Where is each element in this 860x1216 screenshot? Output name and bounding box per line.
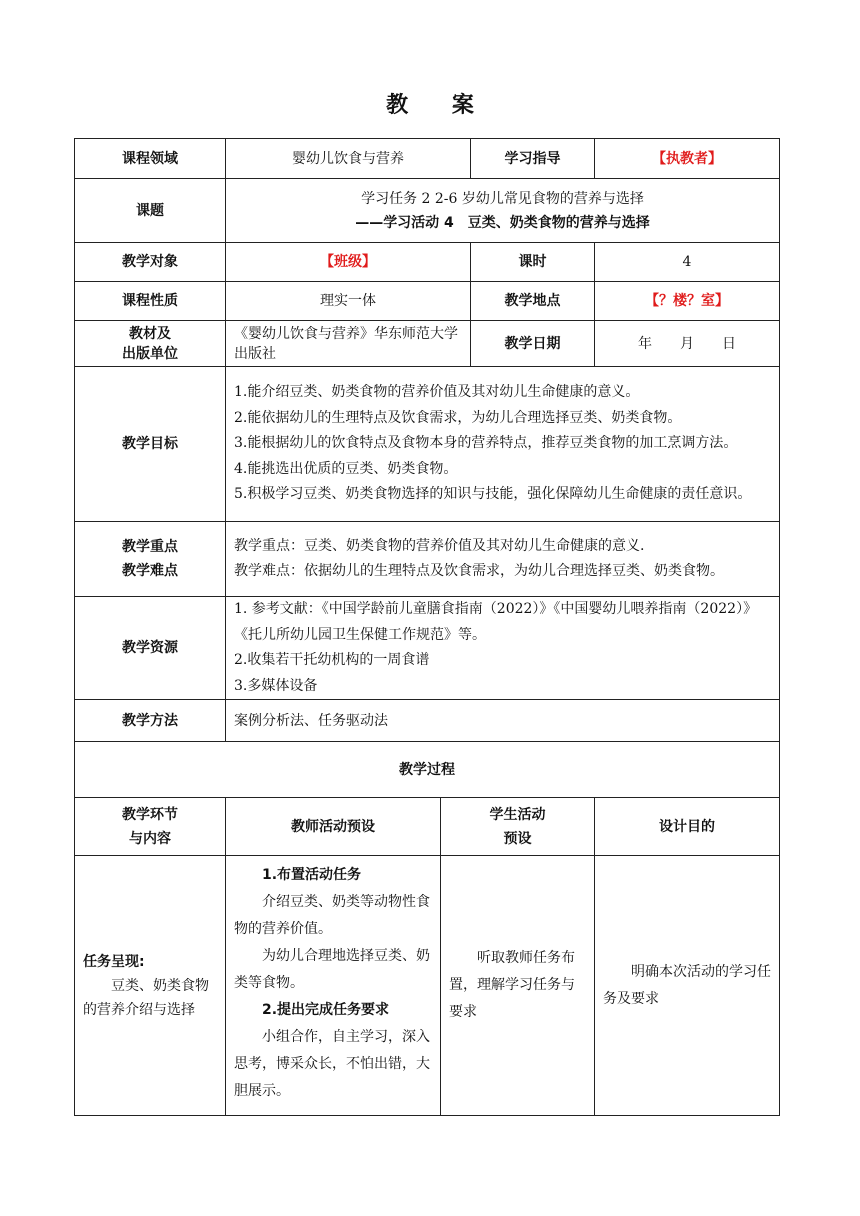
- row-process-task: [75, 856, 780, 1116]
- hours-value: 4: [595, 243, 780, 282]
- topic-line-1: 学习任务 2 2-6 岁幼儿常见食物的营养与选择: [361, 190, 644, 207]
- page-title: 教 案: [386, 93, 492, 118]
- teacher-para-2: 为幼儿合理地选择豆类、奶类等食物。: [234, 948, 430, 991]
- col-student-header: [441, 798, 595, 856]
- row-nature: [75, 282, 780, 321]
- row-resources: [75, 597, 780, 700]
- row-key-points: [75, 522, 780, 597]
- guidance-value: 【执教者】: [595, 139, 780, 179]
- col-student-line-2: 预设: [503, 830, 532, 847]
- target-label: 教学对象: [75, 243, 226, 282]
- topic-line-2: ——学习活动 4 豆类、奶类食物的营养与选择: [355, 214, 650, 231]
- teacher-para-1: 介绍豆类、奶类等动物性食物的营养价值。: [234, 894, 430, 937]
- row-process-heading: [75, 742, 780, 798]
- row-textbook: [75, 321, 780, 367]
- nature-value: 理实一体: [226, 282, 471, 321]
- key-point-item: 教学重点：豆类、奶类食物的营养价值及其对幼儿生命健康的意义.: [234, 537, 645, 554]
- purpose-cell: [595, 856, 780, 1116]
- hours-label: 课时: [471, 243, 595, 282]
- stage-desc: 豆类、奶类食物的营养介绍与选择: [83, 977, 209, 1018]
- col-stage-header: [75, 798, 226, 856]
- course-area-value: 婴幼儿饮食与营养: [226, 139, 471, 179]
- row-process-columns: [75, 798, 780, 856]
- textbook-label-line-1: 教材及: [129, 325, 171, 342]
- resources-label: 教学资源: [75, 597, 226, 700]
- textbook-label-line-2: 出版单位: [122, 345, 178, 362]
- col-stage-line-1: 教学环节: [122, 806, 178, 823]
- topic-value: [226, 179, 780, 243]
- key-points-label-line-2: 教学难点: [122, 563, 178, 579]
- lesson-plan-table: [74, 138, 780, 1116]
- location-value: 【？楼？室】: [595, 282, 780, 321]
- teacher-heading-1: 1.布置活动任务: [262, 867, 362, 883]
- objectives-list: [226, 367, 780, 522]
- col-stage-line-2: 与内容: [129, 830, 171, 847]
- row-course-area: [75, 139, 780, 179]
- methods-label: 教学方法: [75, 700, 226, 742]
- stage-title: 任务呈现:: [83, 953, 145, 970]
- textbook-value: 《婴幼儿饮食与营养》华东师范大学出版社: [226, 321, 471, 367]
- col-student-line-1: 学生活动: [489, 806, 546, 823]
- stage-cell: [75, 856, 226, 1116]
- resource-item: 3.多媒体设备: [234, 677, 318, 694]
- row-objectives: [75, 367, 780, 522]
- col-purpose-header: 设计目的: [595, 798, 780, 856]
- objective-item: 4.能挑选出优质的豆类、奶类食物。: [234, 460, 458, 477]
- objective-item: 2.能依据幼儿的生理特点及饮食需求，为幼儿合理选择豆类、奶类食物。: [234, 409, 682, 426]
- student-activity-cell: [441, 856, 595, 1116]
- location-label: 教学地点: [471, 282, 595, 321]
- row-target: [75, 243, 780, 282]
- key-points-list: [226, 522, 780, 597]
- course-area-label: 课程领域: [75, 139, 226, 179]
- date-label: 教学日期: [471, 321, 595, 367]
- teacher-activity-cell: [226, 856, 441, 1116]
- key-points-label: [75, 522, 226, 597]
- nature-label: 课程性质: [75, 282, 226, 321]
- textbook-label: [75, 321, 226, 367]
- key-point-item: 教学难点：依据幼儿的生理特点及饮食需求，为幼儿合理选择豆类、奶类食物。: [234, 563, 724, 579]
- col-teacher-header: 教师活动预设: [226, 798, 441, 856]
- objective-item: 5.积极学习豆类、奶类食物选择的知识与技能，强化保障幼儿生命健康的责任意识。: [234, 486, 752, 503]
- row-methods: [75, 700, 780, 742]
- methods-value: 案例分析法、任务驱动法: [226, 700, 780, 742]
- target-value: 【班级】: [226, 243, 471, 282]
- date-value: 年 月 日: [595, 321, 780, 367]
- row-topic: [75, 179, 780, 243]
- objective-item: 3.能根据幼儿的饮食特点及食物本身的营养特点，推荐豆类食物的加工烹调方法。: [234, 435, 738, 452]
- objective-item: 1.能介绍豆类、奶类食物的营养价值及其对幼儿生命健康的意义。: [234, 384, 640, 401]
- student-activity-text: 听取教师任务布置，理解学习任务与要求: [449, 950, 575, 1020]
- teacher-heading-2: 2.提出完成任务要求: [262, 1002, 390, 1018]
- guidance-label: 学习指导: [471, 139, 595, 179]
- key-points-label-line-1: 教学重点: [122, 539, 178, 555]
- resource-item: 1. 参考文献：《中国学龄前儿童膳食指南（2022）》《中国婴幼儿喂养指南（2022）》《托儿所幼儿园卫生保健工作规范》等。: [234, 601, 758, 643]
- resource-item: 2.收集若干托幼机构的一周食谱: [234, 652, 430, 668]
- objectives-label: 教学目标: [75, 367, 226, 522]
- teacher-para-3: 小组合作，自主学习，深入思考，博采众长，不怕出错，大胆展示。: [234, 1029, 430, 1099]
- purpose-text: 明确本次活动的学习任务及要求: [603, 963, 771, 1007]
- process-heading: 教学过程: [75, 742, 780, 798]
- resources-list: [226, 597, 780, 700]
- topic-label: 课题: [75, 179, 226, 243]
